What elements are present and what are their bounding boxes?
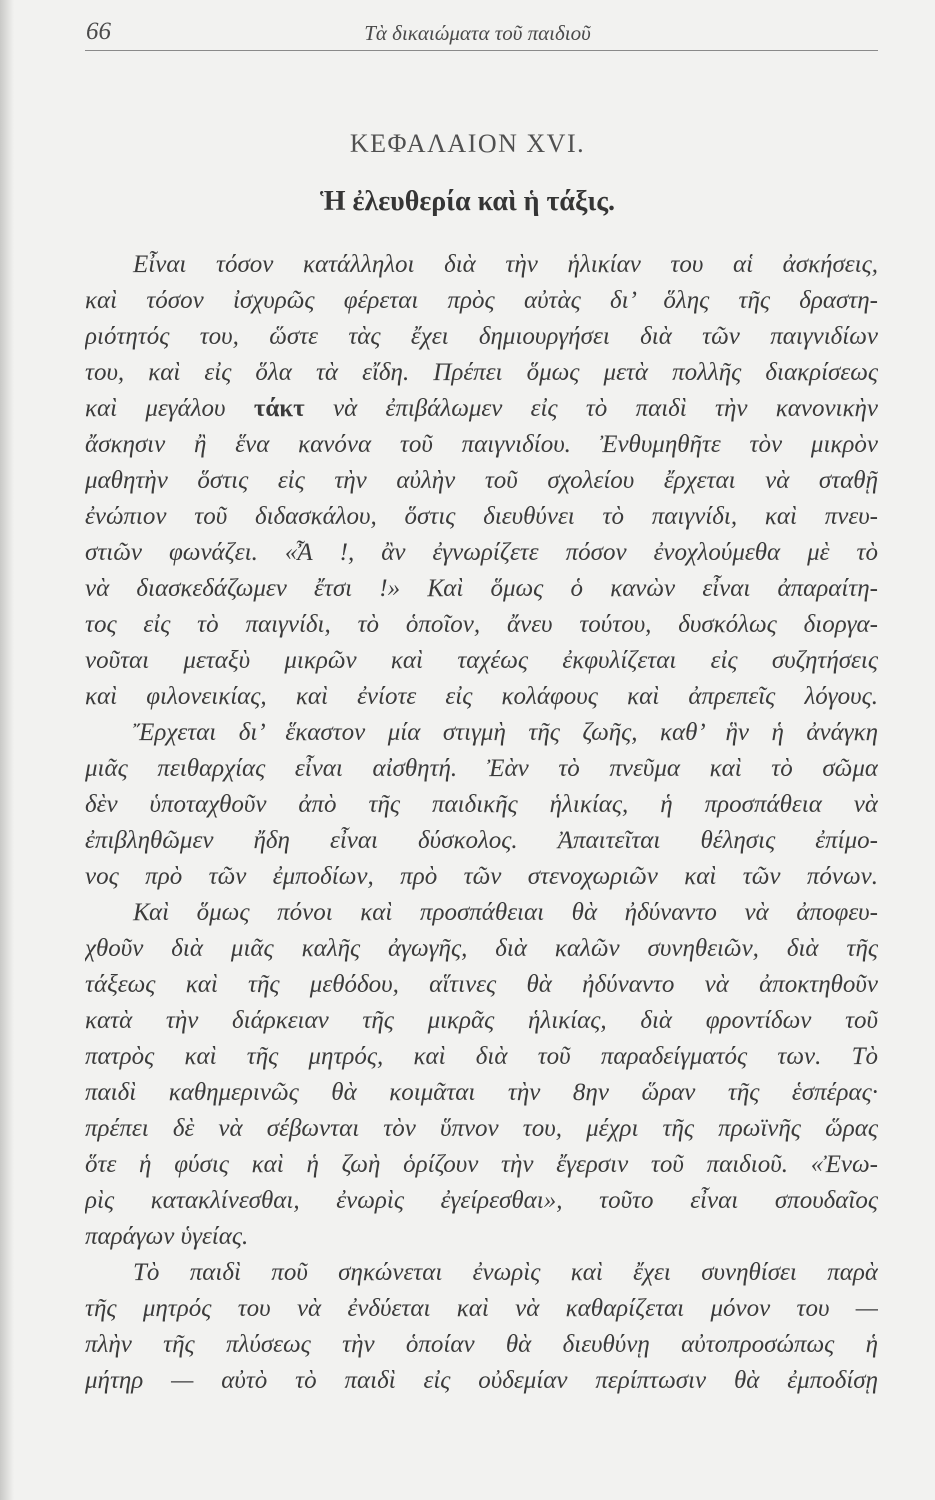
text-line: χθοῦν διὰ μιᾶς καλῆς ἀγωγῆς, διὰ καλῶν συνηθειῶν, διὰ τῆς xyxy=(85,935,878,962)
body-text xyxy=(85,247,878,1399)
page-number: 66 xyxy=(86,18,111,45)
text-segment: νὰ ἐπιβάλωμεν εἰς τὸ παιδὶ τὴν κανονικὴν xyxy=(332,395,878,422)
chapter-heading: ΚΕΦΑΛΑΙΟΝ XVI. xyxy=(349,129,586,158)
text-line xyxy=(85,391,878,427)
text-line: πρέπει δὲ νὰ σέβωνται τὸν ὕπνον του, μέχρι τῆς πρωϊνῆς ὥρας xyxy=(85,1115,878,1142)
text-line: ἄσκησιν ἢ ἕνα κανόνα τοῦ παιγνιδίου. Ἐνθυμηθῆτε τὸν μικρὸν xyxy=(85,431,878,458)
text-line: καὶ τόσον ἰσχυρῶς φέρεται πρὸς αὐτὰς δι’ ὅλης τῆς δραστη- xyxy=(85,287,878,314)
running-title: Τὰ δικαιώματα τοῦ παιδιοῦ xyxy=(364,21,591,45)
text-line: τῆς μητρός του νὰ ἐνδύεται καὶ νὰ καθαρίζεται μόνον του — xyxy=(85,1295,878,1322)
text-line: ἐπιβληθῶμεν ἤδη εἶναι δύσκολος. Ἀπαιτεῖται θέλησις ἐπίμο- xyxy=(85,827,878,854)
text-line: νὰ διασκεδάζωμεν ἔτσι !» Καὶ ὅμως ὁ κανὼν εἶναι ἀπαραίτη- xyxy=(85,575,878,602)
text-line: μαθητὴν ὅστις εἰς τὴν αὐλὴν τοῦ σχολείου ἔρχεται νὰ σταθῇ xyxy=(85,467,878,494)
text-line: παράγων ὑγείας. xyxy=(85,1223,249,1250)
text-line: στιῶν φωνάζει. «Ἆ !, ἂν ἐγνωρίζετε πόσον ἐνοχλούμεθα μὲ τὸ xyxy=(85,539,878,566)
text-line: ὅτε ἡ φύσις καὶ ἡ ζωὴ ὁρίζουν τὴν ἔγερσιν τοῦ παιδιοῦ. «Ἐνω- xyxy=(85,1151,878,1178)
text-line: ἐνώπιον τοῦ διδασκάλου, ὅστις διευθύνει τὸ παιγνίδι, καὶ πνευ- xyxy=(85,503,878,530)
text-line: ρὶς κατακλίνεσθαι, ἐνωρὶς ἐγείρεσθαι», τοῦτο εἶναι σπουδαῖος xyxy=(85,1187,878,1214)
text-line: τος εἰς τὸ παιγνίδι, τὸ ὁποῖον, ἄνευ τούτου, δυσκόλως διοργα- xyxy=(85,611,878,638)
header-rule xyxy=(85,50,878,51)
text-line: κατὰ τὴν διάρκειαν τῆς μικρᾶς ἡλικίας, διὰ φροντίδων τοῦ xyxy=(85,1007,878,1034)
text-line: νοῦται μεταξὺ μικρῶν καὶ ταχέως ἐκφυλίζεται εἰς συζητήσεις xyxy=(85,647,878,674)
text-line: νος πρὸ τῶν ἐμποδίων, πρὸ τῶν στενοχωριῶν καὶ τῶν πόνων. xyxy=(85,863,878,890)
text-line: πλὴν τῆς πλύσεως τὴν ὁποίαν θὰ διευθύνῃ αὐτοπροσώπως ἡ xyxy=(85,1331,878,1358)
text-line: Ἔρχεται δι’ ἕκαστον μία στιγμὴ τῆς ζωῆς, καθ’ ἣν ἡ ἀνάγκη xyxy=(133,719,878,746)
text-line: δὲν ὑποταχθοῦν ἀπὸ τῆς παιδικῆς ἡλικίας, ἡ προσπάθεια νὰ xyxy=(85,791,878,818)
text-line: τάξεως καὶ τῆς μεθόδου, αἵτινες θὰ ἠδύναντο νὰ ἀποκτηθοῦν xyxy=(85,971,878,998)
text-line: πατρὸς καὶ τῆς μητρός, καὶ διὰ τοῦ παραδείγματός των. Τὸ xyxy=(85,1043,878,1070)
text-line: Τὸ παιδὶ ποῦ σηκώνεται ἐνωρὶς καὶ ἔχει συνηθίσει παρὰ xyxy=(133,1259,878,1286)
emphasized-word: τάκτ xyxy=(253,395,305,422)
text-line: του, καὶ εἰς ὅλα τὰ εἴδη. Πρέπει ὅμως μετὰ πολλῆς διακρίσεως xyxy=(85,359,878,386)
text-line: παιδὶ καθημερινῶς θὰ κοιμᾶται τὴν 8ην ὥραν τῆς ἑσπέρας· xyxy=(85,1079,878,1106)
text-line: καὶ φιλονεικίας, καὶ ἐνίοτε εἰς κολάφους καὶ ἀπρεπεῖς λόγους. xyxy=(85,683,878,710)
chapter-title: Ἡ ἐλευθερία καὶ ἡ τάξις. xyxy=(319,186,616,217)
text-line: μιᾶς πειθαρχίας εἶναι αἰσθητή. Ἐὰν τὸ πνεῦμα καὶ τὸ σῶμα xyxy=(85,755,878,782)
text-line: ριότητός του, ὥστε τὰς ἔχει δημιουργήσει διὰ τῶν παιγνιδίων xyxy=(85,323,878,350)
text-segment: καὶ μεγάλου xyxy=(85,395,226,422)
text-line: Εἶναι τόσον κατάλληλοι διὰ τὴν ἡλικίαν του αἱ ἀσκήσεις, xyxy=(133,251,878,278)
text-line: μήτηρ — αὐτὸ τὸ παιδὶ εἰς οὐδεμίαν περίπτωσιν θὰ ἐμποδίσῃ xyxy=(85,1367,878,1394)
text-line: Καὶ ὅμως πόνοι καὶ προσπάθειαι θὰ ἠδύναντο νὰ ἀποφευ- xyxy=(133,899,878,926)
